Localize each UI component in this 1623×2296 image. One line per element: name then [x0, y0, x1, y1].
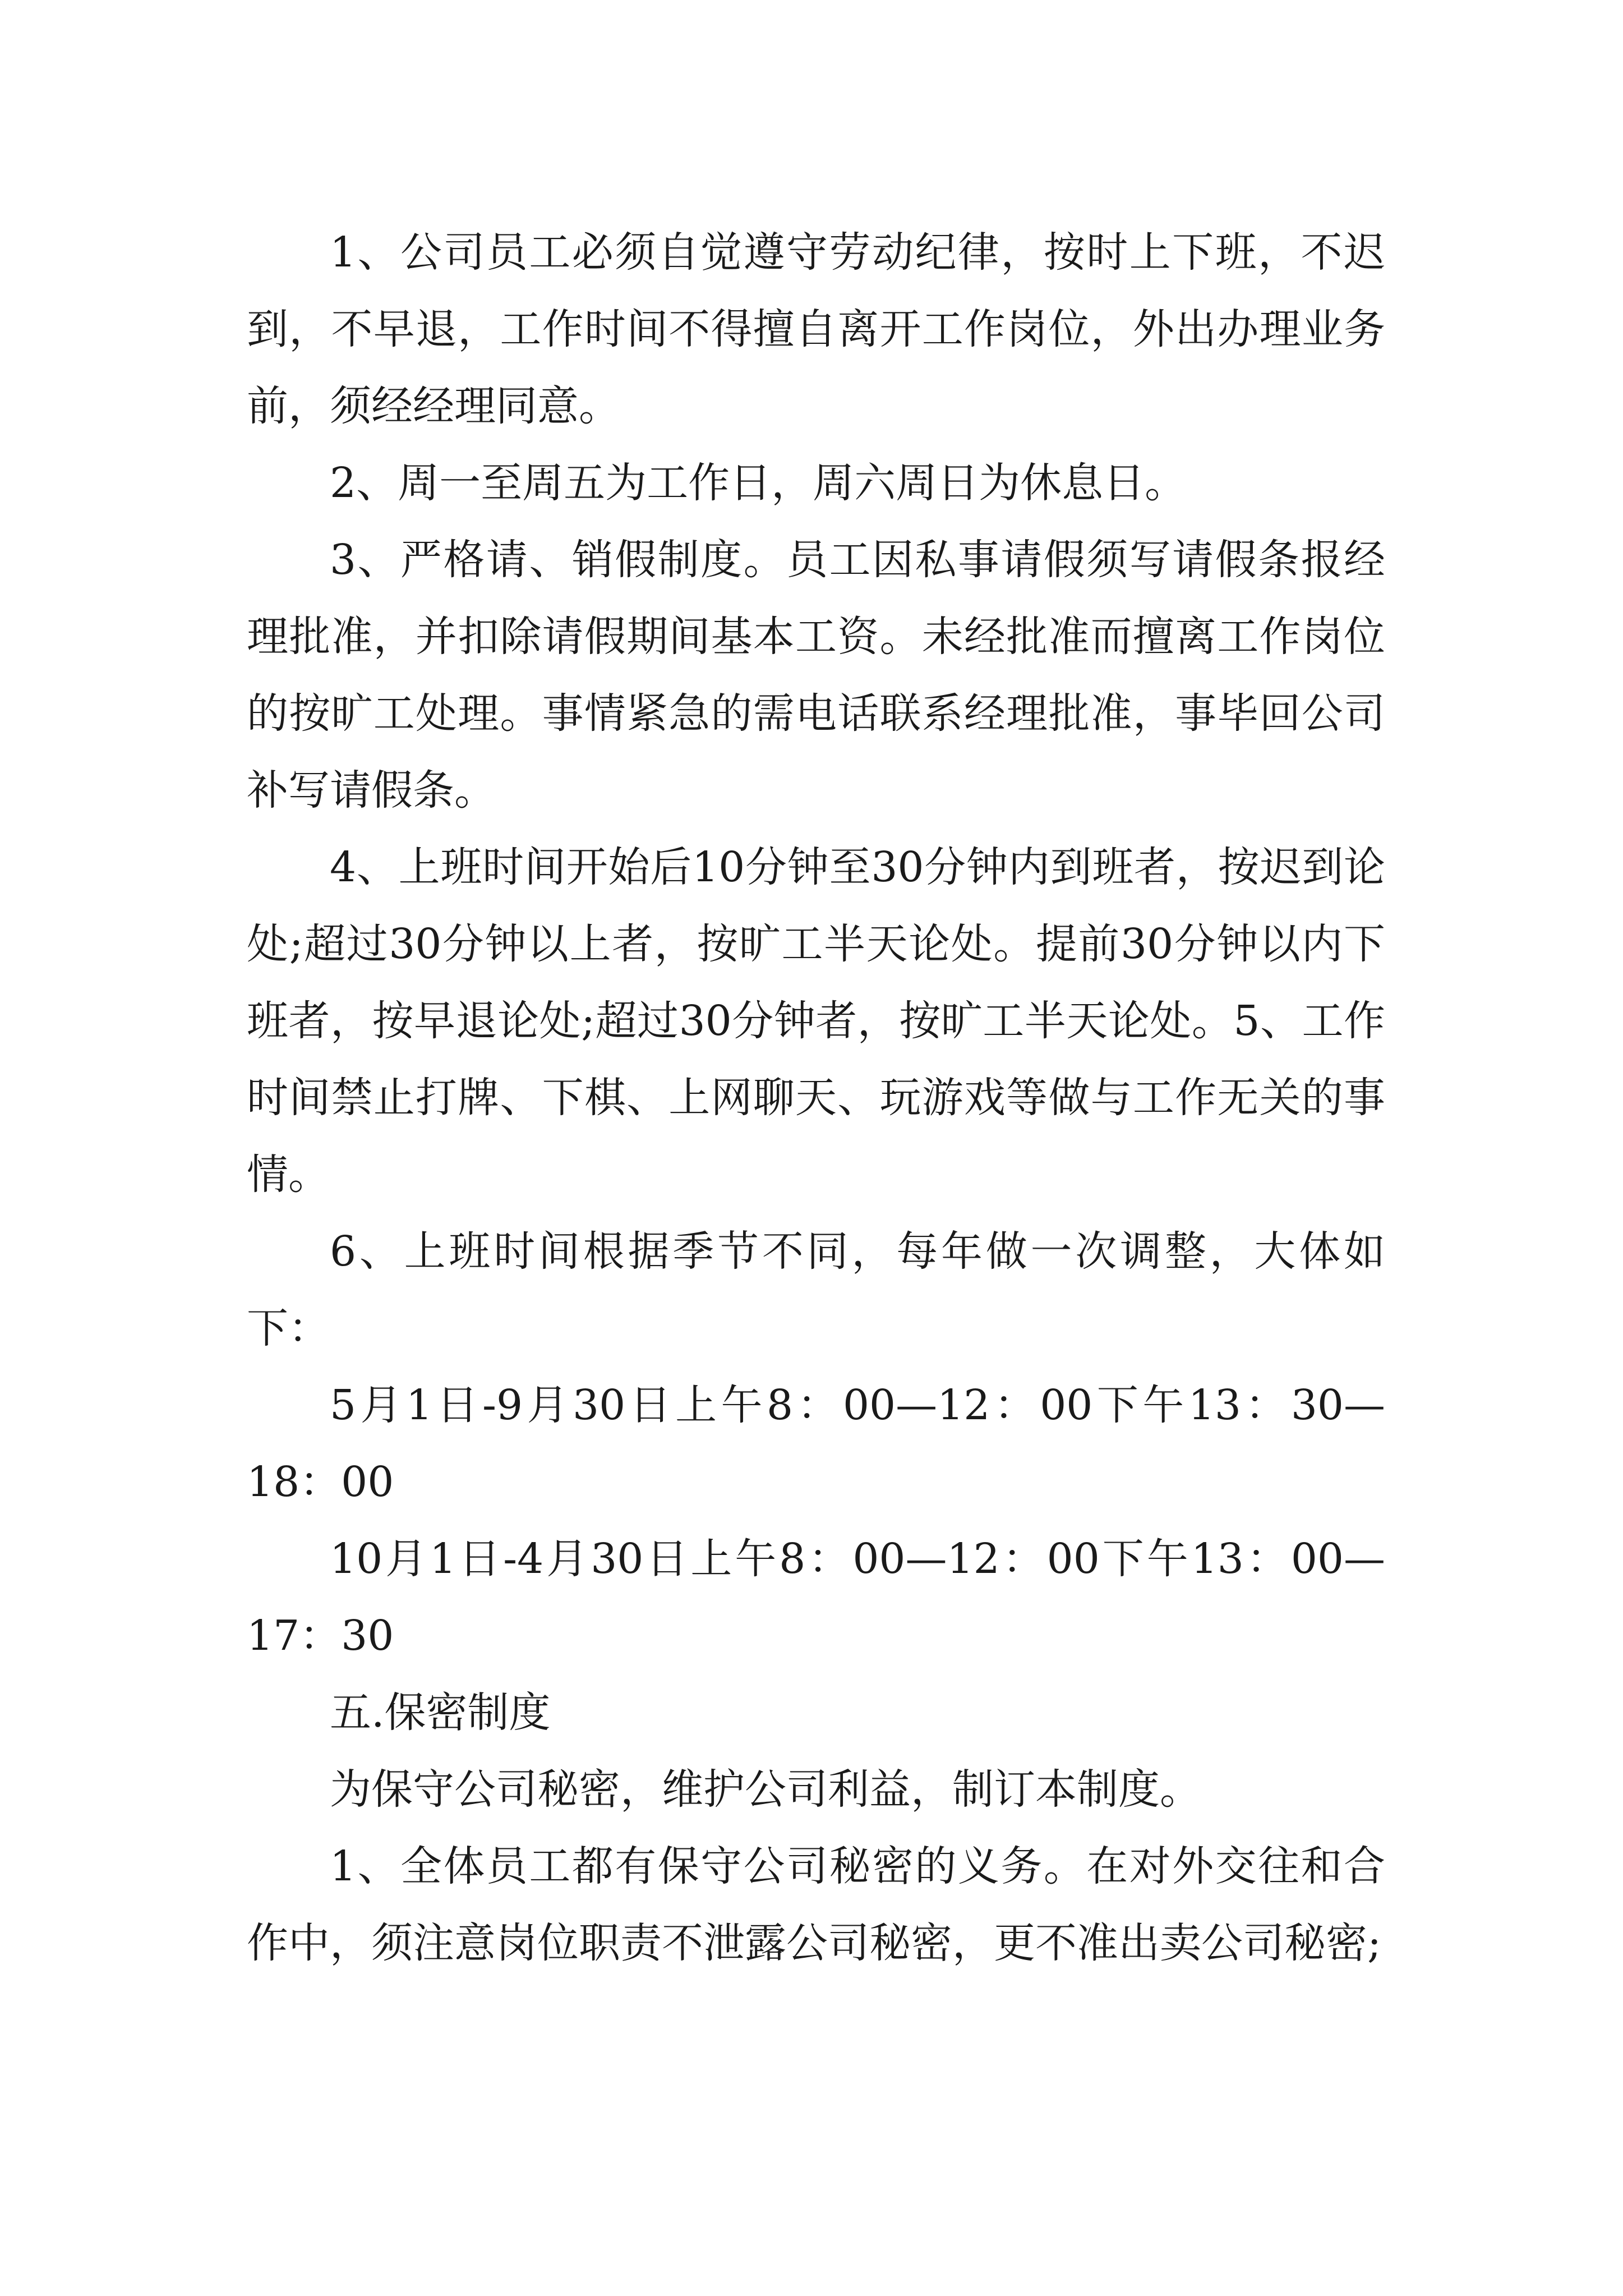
- section-heading-confidentiality: 五.保密制度: [330, 1688, 551, 1737]
- paragraph-workdays: 2、周一至周五为工作日，周六周日为休息日。: [330, 459, 1187, 507]
- paragraph-summer-hours: 5月1日-9月30日上午8：00—12：00下午13：30—18：00: [247, 1381, 1385, 1506]
- document-body: [247, 214, 1385, 1982]
- paragraph-attendance-discipline: 1、公司员工必须自觉遵守劳动纪律，按时上下班，不迟到，不早退，工作时间不得擅自离开工作岗位，外出办理业务前，须经经理同意。: [247, 228, 1385, 430]
- paragraph-confidentiality-intro: 为保守公司秘密，维护公司利益，制订本制度。: [330, 1765, 1201, 1814]
- paragraph-confidentiality-duty: 1、全体员工都有保守公司秘密的义务。在对外交往和合作中，须注意岗位职责不泄露公司秘密，更不准出卖公司秘密;: [247, 1842, 1385, 1967]
- paragraph-seasonal-schedule: 6、上班时间根据季节不同，每年做一次调整，大体如下：: [247, 1227, 1385, 1352]
- paragraph-leave-policy: 3、严格请、销假制度。员工因私事请假须写请假条报经理批准，并扣除请假期间基本工资。未经批准而擅离工作岗位的按旷工处理。事情紧急的需电话联系经理批准，事毕回公司补写请假条。: [247, 536, 1385, 815]
- paragraph-lateness-policy: 4、上班时间开始后10分钟至30分钟内到班者，按迟到论处;超过30分钟以上者，按旷工半天论处。提前30分钟以内下班者，按早退论处;超过30分钟者，按旷工半天论处。5、工作时间禁止打牌、下棋、上网聊天、玩游戏等做与工作无关的事情。: [247, 843, 1385, 1199]
- paragraph-winter-hours: 10月1日-4月30日上午8：00—12：00下午13：00—17：30: [247, 1535, 1385, 1660]
